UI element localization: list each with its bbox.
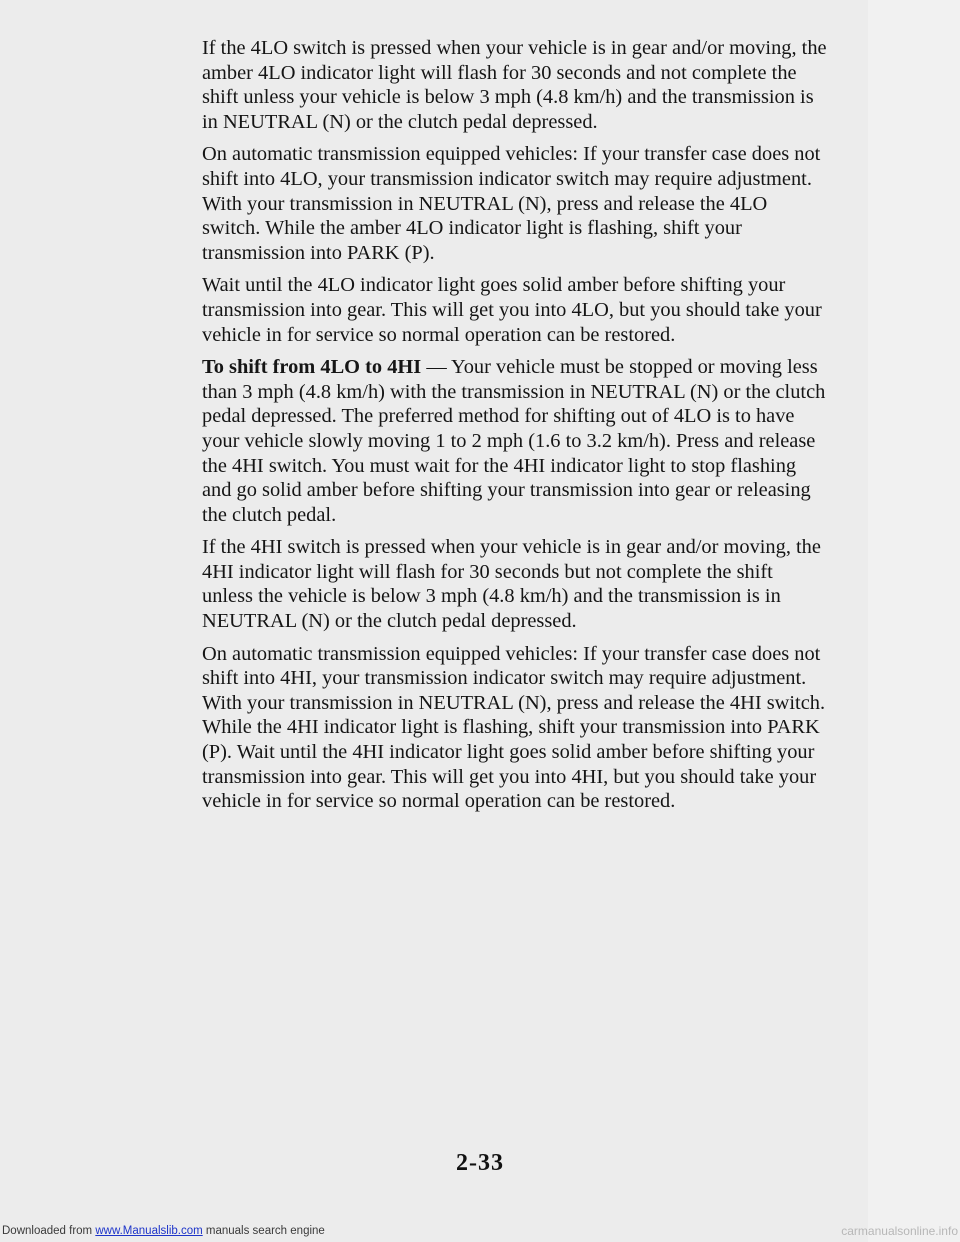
text-line: On automatic transmission equipped vehicles: If your transfer case does not — [202, 143, 821, 166]
text-line: vehicle in for service so normal operation can be restored. — [202, 790, 676, 813]
manualslib-link[interactable]: www.Manualslib.com — [95, 1225, 203, 1237]
text-line: pedal depressed. The preferred method for shifting out of 4LO is to have — [202, 405, 795, 428]
text-line: in NEUTRAL (N) or the clutch pedal depressed. — [202, 110, 598, 133]
download-credit — [2, 1222, 325, 1240]
paragraph-4lo-switch-pressed — [202, 36, 874, 134]
text-line: If the 4HI switch is pressed when your vehicle is in gear and/or moving, the — [202, 536, 821, 559]
text-line: unless the vehicle is below 3 mph (4.8 km/h) and the transmission is in — [202, 585, 781, 608]
page-number: 2-33 — [456, 1150, 504, 1176]
text-line: On automatic transmission equipped vehicles: If your transfer case does not — [202, 642, 821, 665]
text-line: (P). Wait until the 4HI indicator light goes solid amber before shifting your — [202, 741, 815, 764]
text-line: vehicle in for service so normal operation can be restored. — [202, 323, 676, 346]
text-line: While the 4HI indicator light is flashing, shift your transmission into PARK — [202, 716, 820, 739]
paragraph-4hi-switch-pressed — [202, 535, 874, 633]
text-line: the 4HI switch. You must wait for the 4HI indicator light to stop flashing — [202, 454, 797, 477]
text-line: transmission into PARK (P). — [202, 241, 435, 264]
paragraph-wait-4lo — [202, 273, 874, 347]
text-line: and go solid amber before shifting your transmission into gear or releasing — [202, 479, 811, 502]
footer-suffix: manuals search engine — [202, 1225, 325, 1237]
text-line: With your transmission in NEUTRAL (N), press and release the 4LO — [202, 192, 768, 215]
footer-prefix: Downloaded from — [2, 1225, 96, 1237]
body-text — [202, 36, 874, 816]
text-line: the clutch pedal. — [202, 503, 337, 526]
text-line: If the 4LO switch is pressed when your vehicle is in gear and/or moving, the — [202, 37, 827, 59]
text-line: shift into 4LO, your transmission indicator switch may require adjustment. — [202, 167, 812, 190]
paragraph-automatic-4lo — [202, 142, 874, 265]
text-line: Wait until the 4LO indicator light goes solid amber before shifting your — [202, 274, 786, 297]
text-line — [202, 355, 874, 380]
page-right-margin — [868, 0, 960, 1242]
download-footer — [0, 1224, 960, 1242]
text-line: amber 4LO indicator light will flash for 30 seconds and not complete the — [202, 61, 797, 84]
heading-continuation: — Your vehicle must be stopped or moving less — [421, 356, 818, 379]
paragraph-shift-4lo-to-4hi — [202, 355, 874, 527]
paragraph-automatic-4hi — [202, 642, 874, 814]
text-line: shift into 4HI, your transmission indicator switch may require adjustment. — [202, 667, 807, 690]
watermark: carmanualsonline.info — [841, 1224, 958, 1238]
text-line: your vehicle slowly moving 1 to 2 mph (1.6 to 3.2 km/h). Press and release — [202, 429, 816, 452]
section-heading: To shift from 4LO to 4HI — [202, 356, 422, 379]
text-line: With your transmission in NEUTRAL (N), press and release the 4HI switch. — [202, 691, 826, 714]
text-line: switch. While the amber 4LO indicator light is flashing, shift your — [202, 217, 742, 240]
text-line: 4HI indicator light will flash for 30 seconds but not complete the shift — [202, 560, 773, 583]
text-line: transmission into gear. This will get you into 4HI, but you should take your — [202, 765, 817, 788]
text-line: transmission into gear. This will get you into 4LO, but you should take your — [202, 298, 822, 321]
text-line: NEUTRAL (N) or the clutch pedal depressed. — [202, 610, 577, 633]
text-line: shift unless your vehicle is below 3 mph (4.8 km/h) and the transmission is — [202, 86, 814, 109]
text-line: than 3 mph (4.8 km/h) with the transmission in NEUTRAL (N) or the clutch — [202, 380, 826, 403]
